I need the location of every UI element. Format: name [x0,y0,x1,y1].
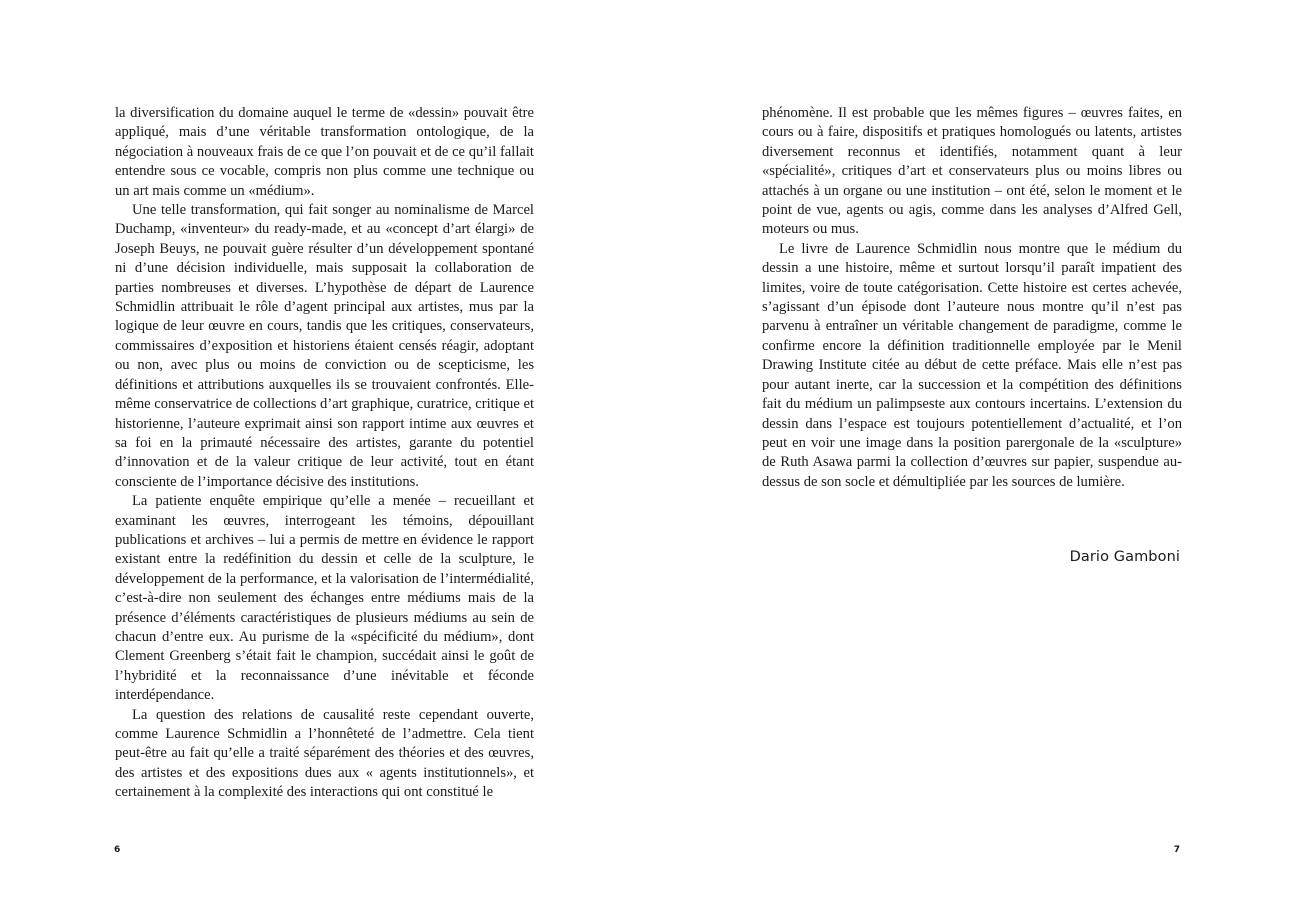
left-paragraph-1: la diversification du domaine auquel le terme de «dessin» pouvait être appliqué, mais d’une véritable transformation ontologique, de la négociation à nouveaux frais de ce que l’on pouvait et de ce qu’il fallait entendre sous ce vocable, compris non plus comme une technique ou un art mais comme un «médium». [115,105,534,199]
left-paragraph-4: La question des relations de causalité reste cependant ouverte, comme Laurence Schmidlin a l’honnêteté de l’admettre. Cela tient peut-être au fait qu’elle a traité séparément des théories et des œuvres, des artistes et des expositions dues aux « agents institutionnels», et certainement à la complexité des interactions qui ont constitué le [115,706,534,801]
right-paragraph-1: phénomène. Il est probable que les mêmes figures – œuvres faites, en cours ou à faire, dispositifs et pratiques homologués ou latents, artistes diversement reconnus et identifiés, notamment quant à leur «spécialité», critiques d’art et conservateurs plus ou moins libres ou attachés à un organe ou une institution – ont été, selon le moment et le point de vue, agents ou agis, comme dans les analyses d’Alfred Gell, moteurs ou mus. [762,105,1182,238]
left-paragraph-3: La patiente enquête empirique qu’elle a menée – recueillant et examinant les œuvres, interrogeant les témoins, dépouillant publications et archives – lui a permis de mettre en évidence le rapport existant entre la redéfinition du dessin et celle de la sculpture, le développement de la performance, et la valorisation de l’intermédialité, c’est-à-dire non seulement des échanges entre médiums mais de la présence d’éléments caractéristiques de plusieurs médiums au sein de chacun d’entre eux. Au purisme de la «spécificité du médium», dont Clement Greenberg s’était fait le champion, succédait ainsi le goût de l’hybridité et la reconnaissance d’une inévitable et féconde interdépendance. [115,493,534,704]
right-page-number: 7 [1173,845,1180,855]
right-paragraph-2: Le livre de Laurence Schmidlin nous montre que le médium du dessin a une histoire, même et surtout lorsqu’il paraît impatient des limites, voire de toute catégorisation. Cette histoire est certes achevée, s’agissant d’un épisode dont l’auteure nous montre qu’il n’est pas parvenu à entraîner un véritable changement de paradigme, comme le confirme encore la définition traditionnelle employée par le Menil Drawing Institute citée au début de cette préface. Mais elle n’est pas pour autant inerte, car la succession et la compétition des définitions fait du médium un palimpseste aux contours incertains. L’extension du dessin dans l’espace est toujours potentiellement d’actualité, et l’on peut en voir une image dans la position parergonale de la «sculpture» de Ruth Asawa parmi la collection d’œuvres sur papier, suspendue au-dessus de son socle et démultipliée par les sources de lumière. [762,240,1182,490]
right-text-column [762,104,1182,492]
left-page-number: 6 [114,845,121,855]
left-text-column [115,104,534,803]
left-paragraph-2: Une telle transformation, qui fait songer au nominalisme de Marcel Duchamp, «inventeur» du ready-made, et au «concept d’art élargi» de Joseph Beuys, ne pouvait guère résulter d’un développement spontané ni d’une décision individuelle, mais supposait la collaboration de parties nombreuses et diverses. L’hypothèse de départ de Laurence Schmidlin attribuait le rôle d’agent principal aux artistes, mus par la logique de leur œuvre en cours, tandis que les critiques, conservateurs, commissaires d’exposition et historiens étaient censés réagir, adoptant ou non, avec plus ou moins de conviction ou de scepticisme, les définitions et attributions auxquelles ils se trouvaient confrontés. Elle-même conservatrice de collections d’art graphique, curatrice, critique et historienne, l’auteure exprimait ainsi son rapport intime aux œuvres et sa foi en la primauté nécessaire des artistes, garante du potentiel d’innovation et de la valeur critique de leur activité, tout en étant consciente de l’importance décisive des institutions. [115,202,534,490]
right-page [647,0,1294,913]
author-signature: Dario Gamboni [1069,549,1180,565]
